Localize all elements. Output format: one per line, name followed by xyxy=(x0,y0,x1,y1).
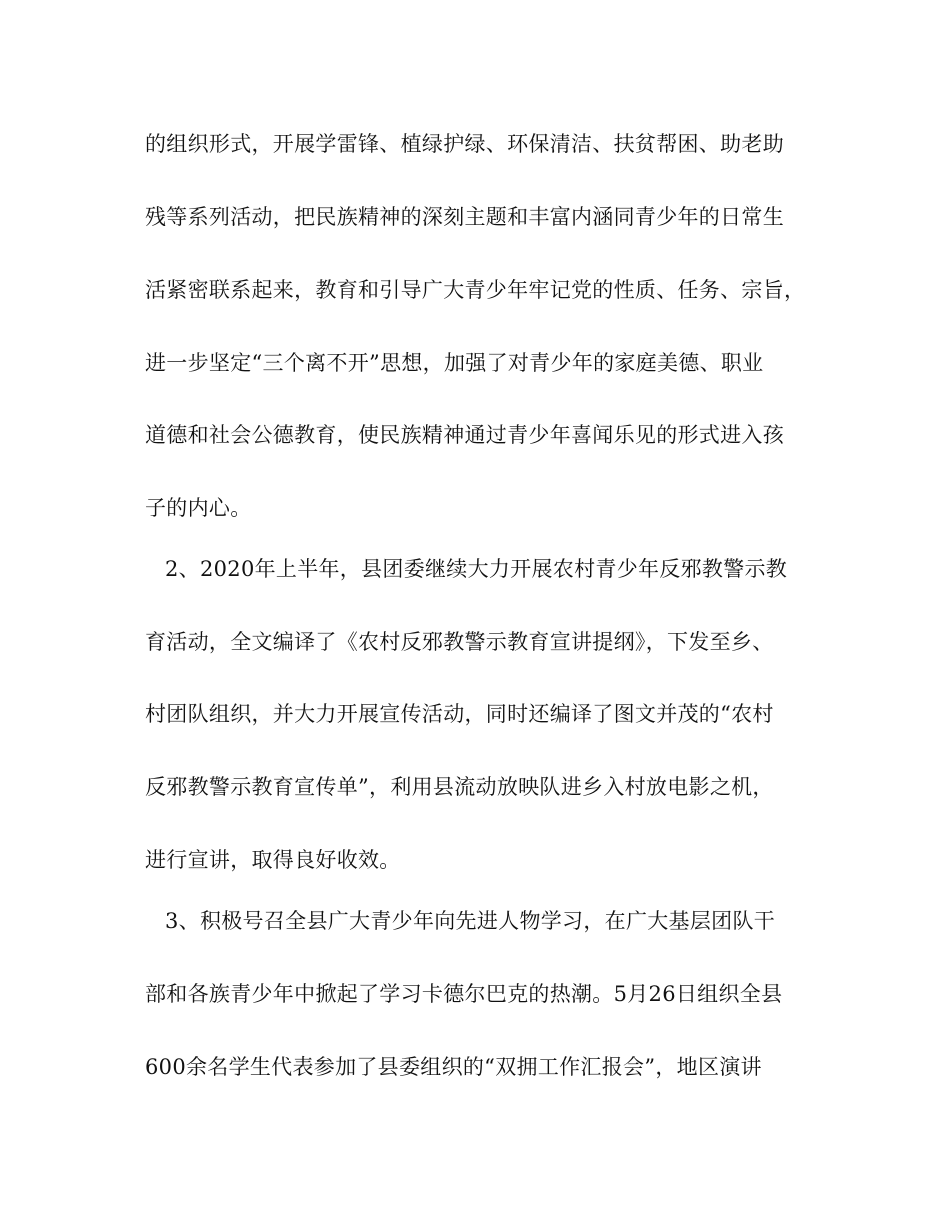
text-line: 育活动，全文编译了《农村反邪教警示教育宣讲提纲》，下发至乡、 xyxy=(145,630,774,654)
text-line: 活紧密联系起来，教育和引导广大青少年牢记党的性质、任务、宗旨， xyxy=(145,278,806,302)
text-line: 的组织形式，开展学雷锋、植绿护绿、环保清洁、扶贫帮困、助老助 xyxy=(145,132,784,156)
text-line: 残等系列活动，把民族精神的深刻主题和丰富内涵同青少年的日常生 xyxy=(145,205,784,229)
paragraph-start-line: 2、2020年上半年，县团委继续大力开展农村青少年反邪教警示教 xyxy=(165,557,788,581)
text-line: 反邪教警示教育宣传单”，利用县流动放映队进乡入村放电影之机， xyxy=(145,775,774,799)
text-line: 进一步坚定“三个离不开”思想，加强了对青少年的家庭美德、职业 xyxy=(145,351,764,375)
text-line: 600余名学生代表参加了县委组织的“双拥工作汇报会”，地区演讲 xyxy=(145,1055,762,1079)
text-line: 村团队组织，并大力开展宣传活动，同时还编译了图文并茂的“农村 xyxy=(145,702,774,726)
text-line: 道德和社会公德教育，使民族精神通过青少年喜闻乐见的形式进入孩 xyxy=(145,423,784,447)
text-line: 子的内心。 xyxy=(145,496,252,520)
text-line: 部和各族青少年中掀起了学习卡德尔巴克的热潮。5月26日组织全县 xyxy=(145,982,783,1006)
paragraph-start-line: 3、积极号召全县广大青少年向先进人物学习，在广大基层团队干 xyxy=(165,909,776,933)
text-line: 进行宣讲，取得良好收效。 xyxy=(145,848,401,872)
